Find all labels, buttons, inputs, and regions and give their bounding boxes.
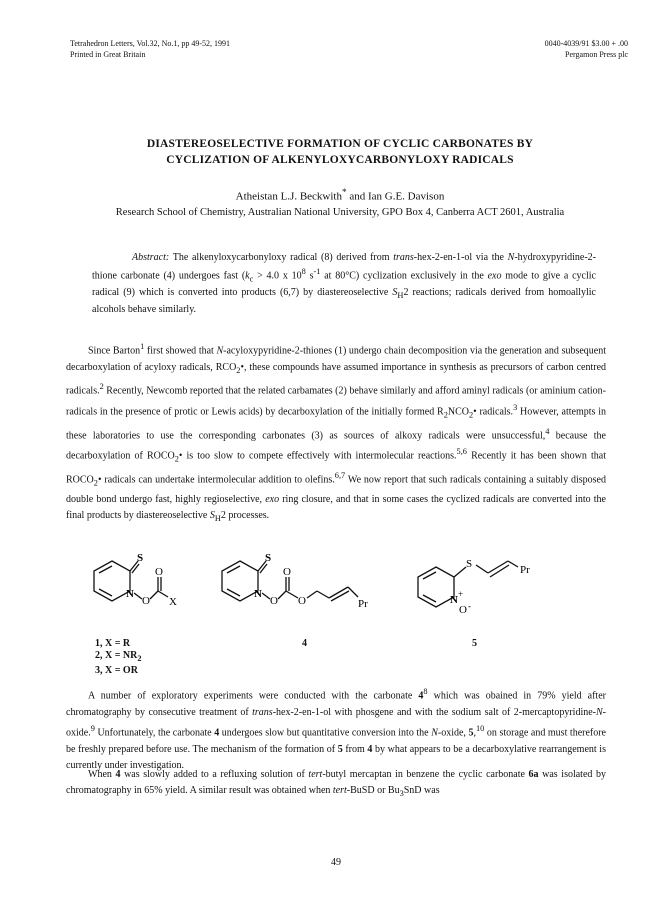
- body-text: -BuSD or Bu: [346, 785, 400, 797]
- compound-ref: 6a: [528, 769, 539, 780]
- abstract-text: exo: [487, 270, 502, 282]
- body-text: from: [342, 743, 368, 755]
- pyridine-ring: [94, 561, 130, 601]
- body-text: was slowly added to a refluxing solution of: [120, 769, 309, 780]
- body-text: 2: [93, 478, 98, 488]
- sulfur-atom: S: [265, 553, 272, 564]
- abstract-text: The alkenyloxycarbonyloxy radical (8) derived from: [169, 252, 394, 263]
- abstract-text: -hydroxypyridine-2-thione carbonate (4) undergoes fast (: [92, 252, 596, 282]
- body-text: -acyloxypyridine-2-thiones (1) undergo chain decomposition via the generation and subsequent decarboxylation of acyloxy radicals, RCO: [66, 345, 607, 373]
- compound-ref: 4: [418, 690, 424, 702]
- body-text: by what appears to be a decarboxylative rearrangement is currently under investigation.: [66, 743, 606, 772]
- structure-5-diagram: [414, 553, 604, 625]
- reference-mark: 2: [99, 382, 104, 392]
- abstract-text: k: [245, 270, 250, 282]
- abstract-text: s: [305, 270, 314, 282]
- running-header-right: [545, 38, 628, 60]
- x-substituent: X: [169, 596, 177, 608]
- body-text: •, these compounds have assumed importance in synthesis as precursors of carbon centred radicals.: [66, 361, 607, 397]
- ether-oxygen: O: [298, 595, 306, 607]
- author-and: and: [346, 190, 368, 203]
- body-text: -butyl mercaptan in benzene the cyclic carbonate: [322, 769, 529, 780]
- label-2-subscript: 2: [137, 654, 142, 663]
- body-text: Recently, Newcomb reported that the related carbamates (2) behave similarly and afford aminyl radicals (or aminium cation-radicals in the presence of protic or Lewis acids) by decarboxylation of the initially formed R: [66, 385, 606, 418]
- body-text: first showed that: [144, 345, 217, 357]
- abstract-text: N: [507, 252, 515, 263]
- body-paragraph-1: [66, 339, 606, 528]
- abstract-text: > 4.0 x 10: [253, 270, 302, 282]
- journal-citation: Tetrahedron Letters, Vol.32, No.1, pp 49-52, 1991: [70, 39, 231, 48]
- body-text: H: [214, 514, 221, 524]
- sulfur-atom: S: [466, 558, 473, 570]
- author-line: [60, 187, 620, 203]
- body-text: • is too slow to compete effectively with intermolecular reactions.: [178, 450, 457, 462]
- body-text: 2: [443, 410, 448, 420]
- running-header-left: [70, 38, 230, 60]
- title-line-2: CYCLIZATION OF ALKENYLOXYCARBONYLOXY RADICALS: [166, 154, 514, 166]
- compound-labels-1-3: [95, 638, 142, 677]
- propyl-group: Pr: [358, 598, 368, 610]
- body-text: NCO: [447, 406, 469, 418]
- structure-1-3-diagram: [90, 553, 200, 625]
- label-4: 4: [302, 638, 307, 649]
- body-text: • radicals can undertake intermolecular addition to olefins.: [97, 474, 335, 486]
- body-text: N: [431, 727, 438, 739]
- abstract-text: -1: [313, 267, 321, 276]
- body-text: 2 processes.: [220, 510, 270, 522]
- reference-mark: 9: [90, 724, 95, 734]
- reference-mark: 1: [140, 342, 145, 351]
- abstract-text: mode to give a cyclic radical (9) which is converted into products (6,7) by diastereoselective: [92, 270, 596, 299]
- pyridine-ring: [418, 567, 454, 607]
- publisher: Pergamon Press plc: [565, 50, 628, 59]
- body-text: • radicals.: [473, 406, 514, 418]
- label-5: 5: [472, 638, 477, 649]
- abstract-label: Abstract:: [132, 252, 170, 263]
- label-2-text: 2, X = NR: [95, 650, 138, 661]
- label-3: 3, X = OR: [95, 665, 138, 676]
- body-paragraph-2: [66, 684, 606, 775]
- abstract-text: -hex-2-en-1-ol via the: [413, 252, 508, 263]
- compound-ref: 5: [468, 727, 474, 739]
- body-paragraph-3: [66, 767, 606, 803]
- compound-ref: 4: [367, 743, 373, 755]
- body-text: undergoes slow but quantitative conversion into the: [219, 727, 432, 739]
- carbonyl-oxygen: O: [155, 566, 163, 578]
- oxide-oxygen: O: [459, 604, 467, 616]
- body-text: ring closure, and that in some cases the cyclized radicals are converted into the final products by diastereoselective: [66, 493, 606, 522]
- nitrogen-atom: N: [450, 594, 458, 606]
- abstract-text: S: [392, 287, 398, 299]
- abstract-text: 2 reactions; radicals derived from homoallylic alcohols behave similarly.: [92, 287, 596, 316]
- body-text: Recently it has been shown that ROCO: [66, 450, 606, 486]
- body-text: 3: [399, 789, 404, 799]
- reference-mark: 3: [513, 402, 518, 412]
- pyridine-ring: [222, 561, 258, 601]
- body-text: 2: [469, 410, 474, 420]
- nitrogen-atom: N: [254, 588, 262, 600]
- body-text: A number of exploratory experiments were conducted with the carbonate: [88, 690, 419, 702]
- printed-in: Printed in Great Britain: [70, 50, 146, 59]
- author-2: Ian G.E. Davison: [367, 190, 445, 203]
- body-text: 2: [174, 454, 179, 464]
- body-text: N: [596, 706, 603, 718]
- body-text: tert: [332, 785, 347, 797]
- reference-mark: 10: [475, 724, 485, 734]
- body-text: 2: [236, 365, 241, 375]
- body-text: When: [88, 769, 116, 780]
- body-text: because the decarboxylation of ROCO: [66, 429, 606, 462]
- carbonyl-oxygen: O: [283, 566, 291, 578]
- body-text: S: [209, 510, 215, 522]
- article-title: [60, 136, 620, 168]
- body-text: Since Barton: [88, 345, 141, 357]
- reference-mark: 8: [423, 687, 428, 696]
- oxygen-atom: O: [142, 595, 150, 607]
- body-text: -oxide.: [66, 706, 607, 739]
- positive-charge: +: [458, 589, 464, 599]
- body-text: N: [216, 345, 224, 357]
- body-text: We now report that such radicals containing a suitably disposed double bond undergo fast, highly regioselective,: [66, 474, 606, 505]
- abstract-text: at 80°C) cyclization exclusively in the: [320, 270, 488, 282]
- body-text: trans: [252, 706, 273, 718]
- title-line-1: DIASTEREOSELECTIVE FORMATION OF CYCLIC CARBONATES BY: [146, 138, 534, 150]
- reference-mark: 4: [545, 426, 550, 436]
- propyl-group: Pr: [520, 564, 530, 576]
- oxygen-atom: O: [270, 595, 278, 607]
- negative-charge: -: [468, 601, 471, 611]
- reference-mark: 6,7: [334, 471, 346, 481]
- body-text: -oxide,: [437, 727, 469, 739]
- body-text: tert: [308, 769, 323, 780]
- body-text: However, attempts in these laboratories to use the corresponding carbonates (3) as sources of alkoxy radicals were unsuccessful,: [66, 406, 606, 441]
- abstract-text: 8: [301, 267, 306, 276]
- abstract-text: H: [397, 291, 404, 301]
- abstract: [92, 251, 596, 317]
- abstract-text: trans: [393, 252, 414, 263]
- label-2: [95, 650, 142, 665]
- abstract-text: c: [249, 274, 254, 284]
- label-1: 1, X = R: [95, 638, 131, 649]
- corresponding-mark: *: [341, 187, 347, 197]
- body-text: Unfortunately, the carbonate: [94, 727, 215, 739]
- author-1: Atheistan L.J. Beckwith: [235, 190, 342, 203]
- compound-ref: 5: [337, 743, 343, 755]
- compound-ref: 4: [214, 727, 220, 739]
- nitrogen-atom: N: [126, 588, 134, 600]
- affiliation: Research School of Chemistry, Australian National University, GPO Box 4, Canberra ACT 2601, Australia: [115, 207, 565, 218]
- issn-code: 0040-4039/91 $3.00 + .00: [544, 39, 628, 48]
- reference-mark: 5,6: [456, 447, 467, 457]
- body-text: which was obained in 79% yield after chromatography by consecutive treatment of: [66, 690, 606, 718]
- compound-ref: 4: [115, 769, 121, 780]
- body-text: -hex-2-en-1-ol with phosgene and with the sodium salt of 2-mercaptopyridine-: [272, 706, 596, 718]
- body-text: on storage and must therefore be freshly prepared before use. The mechanism of the formation of: [66, 727, 606, 755]
- body-text: exo: [265, 493, 280, 505]
- body-text: ,: [473, 727, 476, 739]
- body-text: SnD was: [403, 785, 440, 797]
- structure-4-diagram: [218, 553, 398, 625]
- page-number: 49: [331, 857, 341, 868]
- body-text: was isolated by chromatography in 65% yield. A similar result was obtained when: [66, 769, 606, 797]
- sulfur-atom: S: [137, 553, 144, 564]
